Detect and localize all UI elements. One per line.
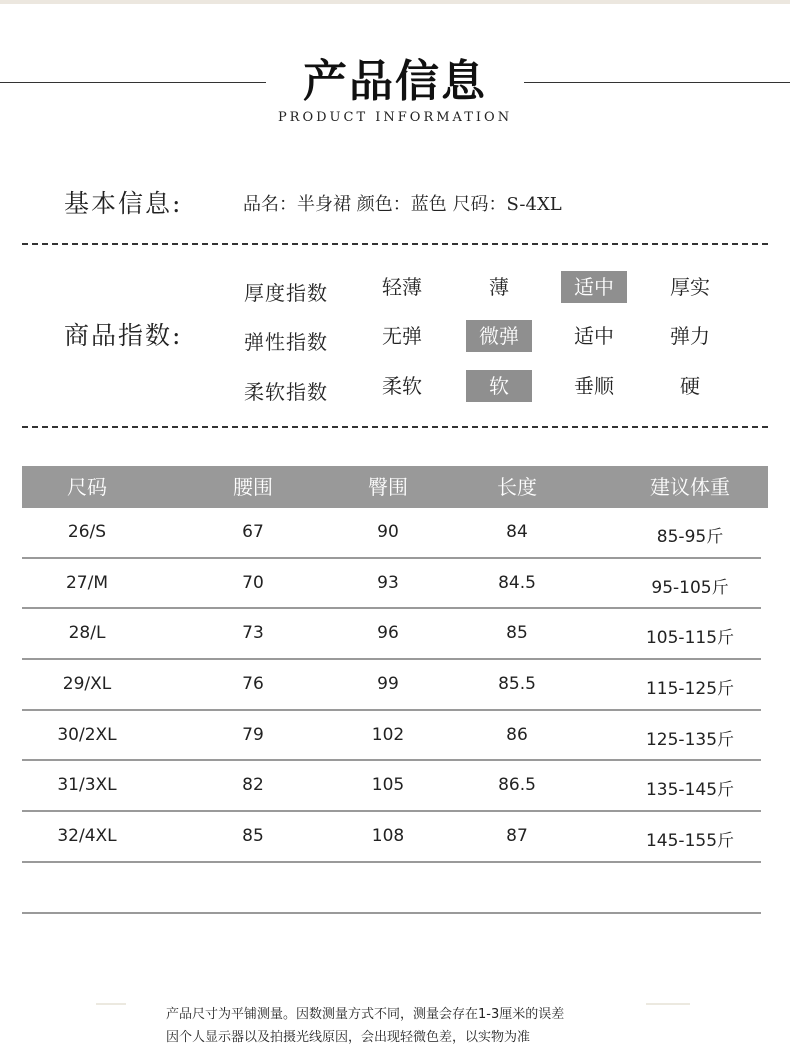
- table-cell: 79: [242, 724, 264, 745]
- table-cell: 86: [506, 724, 528, 745]
- basic-info-label: 基本信息:: [64, 189, 183, 218]
- table-cell: 145-155斤: [645, 831, 735, 852]
- index-name: 厚度指数: [244, 281, 328, 305]
- table-cell: 82: [242, 775, 264, 796]
- divider-dashed-top: [22, 243, 768, 245]
- index-name: 柔软指数: [244, 380, 328, 404]
- index-option: 薄: [489, 275, 509, 299]
- table-cell: 102: [371, 724, 405, 745]
- table-cell: 90: [377, 522, 399, 542]
- table-cell: 84: [506, 522, 528, 542]
- product-index-row: [0, 320, 790, 356]
- table-header-cell: 腰围: [233, 475, 273, 499]
- table-cell: 85: [506, 623, 528, 644]
- table-cell: 93: [377, 572, 399, 593]
- table-cell: 32/4XL: [57, 826, 117, 847]
- top-band: [0, 0, 790, 4]
- table-cell: 84.5: [498, 572, 536, 593]
- table-cell: 70: [242, 572, 264, 593]
- table-cell: 67: [242, 522, 264, 542]
- table-cell: 105: [371, 775, 405, 796]
- table-cell: 135-145斤: [645, 780, 735, 801]
- table-row: [22, 609, 761, 660]
- table-cell: 96: [377, 623, 399, 644]
- index-option: 弹力: [670, 324, 710, 348]
- product-index-row: [0, 271, 790, 307]
- product-index-row: [0, 370, 790, 406]
- index-option: 轻薄: [382, 275, 422, 299]
- table-cell: 95-105斤: [651, 577, 729, 598]
- table-cell: 30/2XL: [57, 724, 117, 745]
- table-cell: 85: [242, 826, 264, 847]
- table-cell: 76: [242, 674, 264, 695]
- index-option: 柔软: [382, 374, 422, 398]
- table-header-cell: 建议体重: [650, 475, 730, 499]
- table-cell: 115-125斤: [645, 679, 735, 700]
- table-cell: 26/S: [67, 522, 107, 542]
- size-table-header: [22, 466, 768, 508]
- table-row: [22, 508, 761, 559]
- table-row: [22, 812, 761, 863]
- table-header-cell: 长度: [497, 475, 537, 499]
- footer-note-line2: 因个人显示器以及拍摄光线原因，会出现轻微色差，以实物为准: [166, 1030, 531, 1045]
- table-cell: 105-115斤: [645, 628, 735, 649]
- index-option: 厚实: [670, 275, 710, 299]
- table-row: [22, 761, 761, 812]
- index-option-selected: 适中: [561, 271, 627, 303]
- product-index-label: 商品指数:: [64, 321, 183, 350]
- index-option: 适中: [574, 324, 614, 348]
- page-title: 产品信息: [303, 56, 487, 107]
- basic-info-value: 品名：半身裙 颜色：蓝色 尺码：S-4XL: [243, 194, 562, 215]
- size-table-body: [22, 508, 768, 914]
- table-row: [22, 660, 761, 711]
- table-cell: 31/3XL: [57, 775, 117, 796]
- table-cell: 108: [371, 826, 405, 847]
- footer-left-rule: [96, 1003, 126, 1005]
- table-header-cell: 尺码: [67, 475, 107, 499]
- table-cell: 85-95斤: [656, 527, 724, 547]
- table-cell: 99: [377, 674, 399, 695]
- index-name: 弹性指数: [244, 330, 328, 354]
- table-row: [22, 711, 761, 762]
- footer-right-rule: [646, 1003, 690, 1005]
- table-cell: 73: [242, 623, 264, 644]
- table-row-empty: [22, 863, 761, 914]
- index-option: 硬: [680, 374, 700, 398]
- table-row: [22, 559, 761, 610]
- table-header-cell: 臀围: [368, 475, 408, 499]
- table-cell: 27/M: [65, 572, 109, 593]
- table-cell: 125-135斤: [645, 729, 735, 750]
- table-cell: 87: [506, 826, 528, 847]
- table-cell: 86.5: [498, 775, 536, 796]
- index-option-selected: 软: [466, 370, 532, 402]
- table-cell: 85.5: [498, 674, 536, 695]
- index-option-selected: 微弹: [466, 320, 532, 352]
- index-option: 无弹: [382, 324, 422, 348]
- divider-dashed-bottom: [22, 426, 768, 428]
- table-cell: 29/XL: [62, 674, 112, 695]
- table-cell: 28/L: [68, 623, 106, 644]
- page-subtitle: PRODUCT INFORMATION: [277, 110, 513, 125]
- size-table: [22, 466, 768, 914]
- index-option: 垂顺: [574, 374, 614, 398]
- footer-note-line1: 产品尺寸为平铺测量。因数测量方式不同，测量会存在1-3厘米的误差: [166, 1007, 565, 1022]
